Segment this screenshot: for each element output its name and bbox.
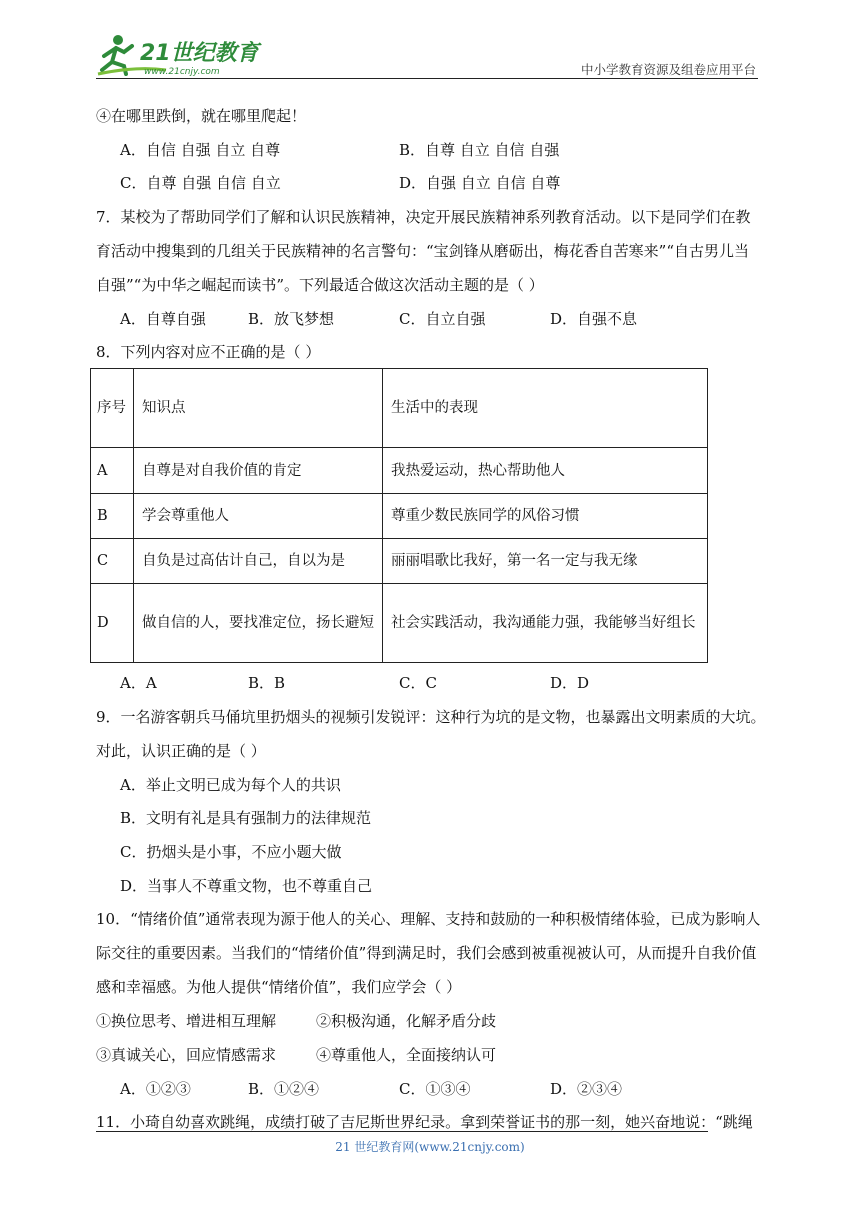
q8-stem: 8．下列内容对应不正确的是（ ） xyxy=(96,343,321,361)
q8-option-c[interactable]: C．C xyxy=(399,674,437,692)
q9-option-a[interactable]: A．举止文明已成为每个人的共识 xyxy=(120,776,341,794)
footer-divider xyxy=(96,1131,708,1132)
q10-option-b[interactable]: B．①②④ xyxy=(248,1080,320,1098)
q6-option-b[interactable]: B．自尊 自立 自信 自强 xyxy=(399,141,560,159)
table-cell: 自尊是对自我价值的肯定 xyxy=(134,448,383,494)
q9-option-d[interactable]: D．当事人不尊重文物，也不尊重自己 xyxy=(120,877,373,895)
table-cell: B xyxy=(91,494,134,539)
q7-option-d[interactable]: D．自强不息 xyxy=(550,310,638,328)
table-header-cell: 知识点 xyxy=(134,369,383,448)
table-cell: 社会实践活动，我沟通能力强，我能够当好组长 xyxy=(383,584,708,663)
q9-option-b[interactable]: B．文明有礼是具有强制力的法律规范 xyxy=(120,809,372,827)
table-header-cell: 生活中的表现 xyxy=(383,369,708,448)
q10-option-a[interactable]: A．①②③ xyxy=(120,1080,191,1098)
table-cell: 丽丽唱歌比我好，第一名一定与我无缘 xyxy=(383,539,708,584)
svg-text:21世纪教育: 21世纪教育 xyxy=(140,41,259,66)
q11-stem-line1: 11．小琦自幼喜欢跳绳，成绩打破了吉尼斯世界纪录。拿到荣誉证书的那一刻，她兴奋地说：“跳绳 xyxy=(96,1113,753,1131)
q9-stem-line2: 对此，认识正确的是（ ） xyxy=(96,742,266,760)
q8-option-b[interactable]: B．B xyxy=(248,674,286,692)
q6-option-a[interactable]: A．自信 自强 自立 自尊 xyxy=(120,141,281,159)
q7-option-c[interactable]: C．自立自强 xyxy=(399,310,486,328)
table-row xyxy=(91,539,708,584)
q7-stem-line3: 自强”“为中华之崛起而读书”。下列最适合做这次活动主题的是（ ） xyxy=(96,276,544,294)
footer-link[interactable]: 21 世纪教育网(www.21cnjy.com) xyxy=(335,1140,525,1154)
q9-stem-line1: 9．一名游客朝兵马俑坑里扔烟头的视频引发锐评：这种行为坑的是文物，也暴露出文明素质的大坑。 xyxy=(96,708,766,726)
q7-stem-line1: 7．某校为了帮助同学们了解和认识民族精神，决定开展民族精神系列教育活动。以下是同学们在教 xyxy=(96,208,751,226)
q7-option-a[interactable]: A．自尊自强 xyxy=(120,310,206,328)
q10-stem-line1: 10．“情绪价值”通常表现为源于他人的关心、理解、支持和鼓励的一种积极情绪体验，已成为影响人 xyxy=(96,910,761,928)
q10-option-c[interactable]: C．①③④ xyxy=(399,1080,471,1098)
q6-option-d[interactable]: D．自强 自立 自信 自尊 xyxy=(399,174,561,192)
table-header-cell: 序号 xyxy=(91,369,134,448)
q10-stem-line3: 感和幸福感。为他人提供“情绪价值”，我们应学会（ ） xyxy=(96,978,462,996)
q6-option-c[interactable]: C．自尊 自强 自信 自立 xyxy=(120,174,281,192)
q8-option-a[interactable]: A．A xyxy=(120,674,157,692)
q10-item3: ③真诚关心，回应情感需求 xyxy=(96,1046,277,1064)
table-cell: 尊重少数民族同学的风俗习惯 xyxy=(383,494,708,539)
q9-option-c[interactable]: C．扔烟头是小事，不应小题大做 xyxy=(120,843,342,861)
table-cell: C xyxy=(91,539,134,584)
q10-item4: ④尊重他人，全面接纳认可 xyxy=(316,1046,497,1064)
table-cell: D xyxy=(91,584,134,663)
q10-item1: ①换位思考、增进相互理解 xyxy=(96,1012,277,1030)
table-header-row xyxy=(91,369,708,448)
q10-stem-line2: 际交往的重要因素。当我们的“情绪价值”得到满足时，我们会感到被重视被认可，从而提升自我价值 xyxy=(96,944,757,962)
table-cell: 学会尊重他人 xyxy=(134,494,383,539)
table-row xyxy=(91,494,708,539)
logo xyxy=(96,30,266,80)
q10-option-d[interactable]: D．②③④ xyxy=(550,1080,623,1098)
q7-stem-line2: 育活动中搜集到的几组关于民族精神的名言警句：“宝剑锋从磨砺出，梅花香自苦寒来”“自古男儿当 xyxy=(96,242,750,260)
table-cell: 自负是过高估计自己，自以为是 xyxy=(134,539,383,584)
table-cell: 做自信的人，要找准定位，扬长避短 xyxy=(134,584,383,663)
q8-table xyxy=(90,368,708,663)
table-row xyxy=(91,448,708,494)
logo-runner-icon xyxy=(96,30,266,80)
table-cell: A xyxy=(91,448,134,494)
q6-item4: ④在哪里跌倒，就在哪里爬起！ xyxy=(96,107,307,125)
header-divider xyxy=(96,78,758,79)
table-row xyxy=(91,584,708,663)
q10-item2: ②积极沟通，化解矛盾分歧 xyxy=(316,1012,497,1030)
page-header xyxy=(96,30,758,80)
q8-option-d[interactable]: D．D xyxy=(550,674,590,692)
table-cell: 我热爱运动，热心帮助他人 xyxy=(383,448,708,494)
q7-option-b[interactable]: B．放飞梦想 xyxy=(248,310,335,328)
platform-name: 中小学教育资源及组卷应用平台 xyxy=(580,62,756,77)
svg-text:www.21cnjy.com: www.21cnjy.com xyxy=(144,67,220,77)
